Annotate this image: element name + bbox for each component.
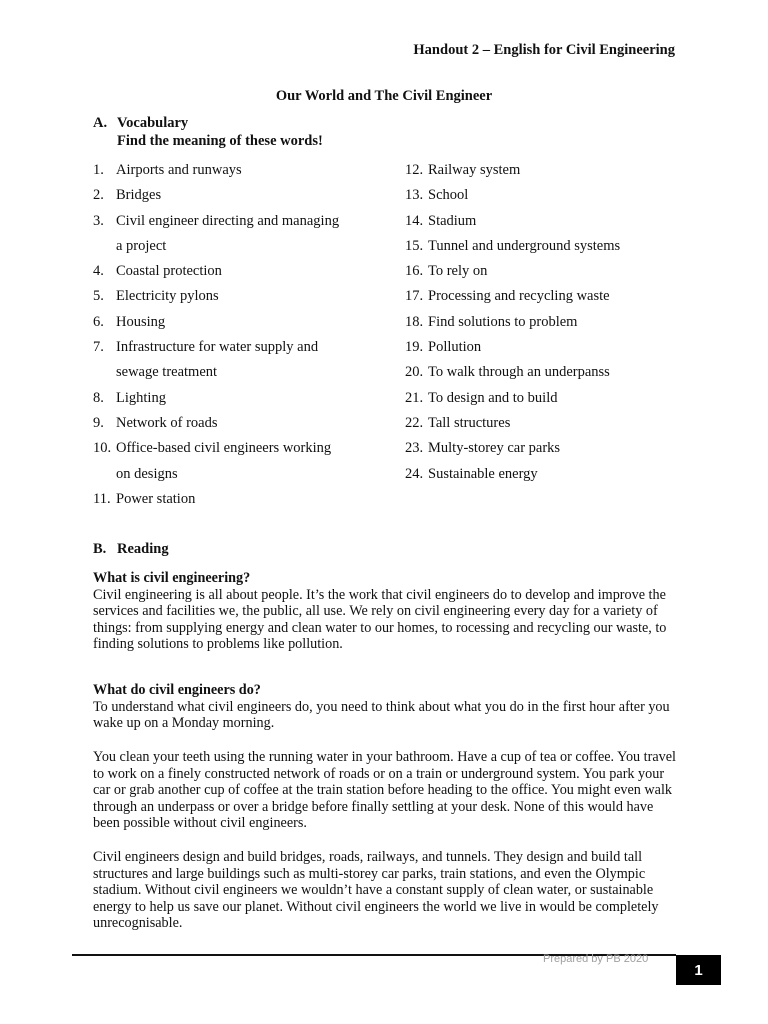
vocabulary-item-text: Coastal protection xyxy=(116,263,222,280)
reading-question: What is civil engineering? xyxy=(93,570,251,586)
vocabulary-item xyxy=(93,411,383,436)
vocabulary-item xyxy=(405,335,695,360)
reading-question: What do civil engineers do? xyxy=(93,682,261,698)
vocabulary-item-number: 12. xyxy=(405,162,424,178)
vocabulary-item-text: Tall structures xyxy=(428,414,511,431)
vocabulary-item-text: Electricity pylons xyxy=(116,288,219,305)
vocabulary-item-text: Power station xyxy=(116,490,196,507)
reading-block-3 xyxy=(93,749,683,832)
vocabulary-item xyxy=(93,360,383,385)
vocabulary-item-text: sewage treatment xyxy=(116,364,218,381)
vocabulary-item-number: 2. xyxy=(93,187,104,204)
vocabulary-item-number xyxy=(93,234,116,259)
footer-prepared-by: Prepared by PB 2020 xyxy=(543,953,649,965)
section-b-letter: B. xyxy=(93,541,107,557)
vocabulary-item-number: 14. xyxy=(405,212,424,229)
vocabulary-item xyxy=(405,284,695,309)
reading-block-4 xyxy=(93,849,683,932)
reading-block-1 xyxy=(93,570,683,653)
vocabulary-item-text: To rely on xyxy=(428,263,488,280)
vocabulary-item xyxy=(93,335,383,360)
header-title: Handout 2 – English for Civil Engineering xyxy=(413,42,675,58)
section-b-heading xyxy=(93,541,169,558)
vocabulary-item xyxy=(405,462,695,487)
vocabulary-item-number xyxy=(93,462,116,487)
vocabulary-item xyxy=(93,462,383,487)
document-title: Our World and The Civil Engineer xyxy=(275,88,493,104)
vocabulary-item-number: 16. xyxy=(405,263,424,280)
vocabulary-item-text: Infrastructure for water supply and xyxy=(116,339,319,356)
vocabulary-item-number: 24. xyxy=(405,465,424,482)
vocabulary-item-text: a project xyxy=(116,237,167,254)
vocabulary-item xyxy=(93,234,383,259)
section-a-title: Vocabulary xyxy=(117,115,189,131)
vocabulary-item xyxy=(93,310,383,335)
vocabulary-item-number: 7. xyxy=(93,339,104,356)
vocabulary-item-text: Tunnel and underground systems xyxy=(428,237,621,254)
vocabulary-item-text: To design and to build xyxy=(428,389,558,406)
vocabulary-item xyxy=(93,284,383,309)
vocabulary-item xyxy=(93,209,383,234)
vocabulary-item-text: Civil engineer directing and managing xyxy=(116,212,340,229)
vocabulary-item-text: Bridges xyxy=(116,187,162,204)
vocabulary-item-number: 15. xyxy=(405,237,424,254)
vocabulary-item xyxy=(405,436,695,461)
vocabulary-item-number: 9. xyxy=(93,414,104,431)
vocabulary-item xyxy=(93,183,383,208)
vocabulary-item-text: School xyxy=(428,187,469,204)
vocabulary-item-number: 13. xyxy=(405,187,424,204)
vocabulary-item-number: 10. xyxy=(93,440,112,457)
vocabulary-item xyxy=(93,436,383,461)
vocabulary-item-text: Lighting xyxy=(116,389,166,406)
vocabulary-item-number: 3. xyxy=(93,212,104,229)
vocabulary-item-text: Processing and recycling waste xyxy=(428,288,610,305)
vocabulary-item-text: Stadium xyxy=(428,212,477,229)
reading-paragraph: Civil engineers design and build bridges, roads, railways, and tunnels. They design and build tall structures and large buildings such as multi-storey car parks, train stations, and even the Olympic stadium. Without civil engineers we wouldn’t have a constant supply of clean water, or sustainable energy to help us save our planet. Without civil engineers the world we live in would be completely unrecognisable. xyxy=(93,849,659,932)
page-number: 1 xyxy=(676,955,721,985)
vocabulary-item-text: Office-based civil engineers working xyxy=(116,440,332,457)
vocabulary-item-number: 4. xyxy=(93,263,104,280)
vocabulary-item-text: Sustainable energy xyxy=(428,465,538,482)
vocabulary-item xyxy=(405,158,695,183)
vocabulary-item xyxy=(405,259,695,284)
section-a-heading xyxy=(93,115,188,132)
section-a-letter: A. xyxy=(93,115,108,131)
vocabulary-item xyxy=(405,310,695,335)
vocabulary-item xyxy=(93,158,383,183)
vocabulary-list-left xyxy=(93,158,383,512)
vocabulary-item-number: 22. xyxy=(405,414,424,431)
vocabulary-item xyxy=(405,183,695,208)
vocabulary-item-number: 21. xyxy=(405,389,424,406)
vocabulary-item-number: 6. xyxy=(93,313,104,330)
vocabulary-item-text: Pollution xyxy=(428,339,482,356)
vocabulary-item-text: Multy-storey car parks xyxy=(428,440,561,457)
vocabulary-item-text: Housing xyxy=(116,313,166,330)
reading-paragraph: You clean your teeth using the running water in your bathroom. Have a cup of tea or coffee. You travel to work on a finely constructed network of roads or on a train or underground system. You park your car or grab another cup of coffee at the train station before heading to the office. You might even walk through an underpass or over a bridge before finally settling at your desk. None of this would have been possible without civil engineers. xyxy=(93,749,676,832)
reading-block-2 xyxy=(93,682,683,732)
vocabulary-item xyxy=(405,360,695,385)
section-a-instruction: Find the meaning of these words! xyxy=(117,133,323,149)
vocabulary-item xyxy=(405,234,695,259)
vocabulary-item xyxy=(405,411,695,436)
vocabulary-list-right xyxy=(405,158,695,487)
vocabulary-item-number: 18. xyxy=(405,313,424,330)
reading-paragraph: Civil engineering is all about people. It’s the work that civil engineers do to develop and improve the services and facilities we, the public, all use. We rely on civil engineering every day for a variety of things: from supplying energy and clean water to our homes, to rocessing and recycling our waste, to finding solutions to problems like pollution. xyxy=(93,586,667,653)
vocabulary-item-text: To walk through an underpanss xyxy=(428,364,610,381)
vocabulary-item-number: 1. xyxy=(93,162,104,178)
vocabulary-item-number: 17. xyxy=(405,288,424,305)
vocabulary-item-number: 11. xyxy=(93,490,111,507)
vocabulary-item-number xyxy=(93,360,116,385)
vocabulary-item-number: 8. xyxy=(93,389,104,406)
vocabulary-item xyxy=(405,386,695,411)
vocabulary-item-text: on designs xyxy=(116,465,178,482)
vocabulary-item xyxy=(93,259,383,284)
vocabulary-item xyxy=(93,386,383,411)
vocabulary-item-number: 23. xyxy=(405,440,424,457)
vocabulary-item xyxy=(93,487,383,512)
vocabulary-item-text: Find solutions to problem xyxy=(428,313,578,330)
vocabulary-item-text: Airports and runways xyxy=(116,162,242,178)
vocabulary-item-text: Railway system xyxy=(428,162,521,178)
vocabulary-item-number: 19. xyxy=(405,339,424,356)
vocabulary-item-number: 5. xyxy=(93,288,104,305)
vocabulary-item-text: Network of roads xyxy=(116,414,218,431)
vocabulary-item xyxy=(405,209,695,234)
reading-paragraph: To understand what civil engineers do, you need to think about what you do in the first hour after you wake up on a Monday morning. xyxy=(93,698,670,732)
vocabulary-item-number: 20. xyxy=(405,364,424,381)
section-b-title: Reading xyxy=(117,541,169,557)
